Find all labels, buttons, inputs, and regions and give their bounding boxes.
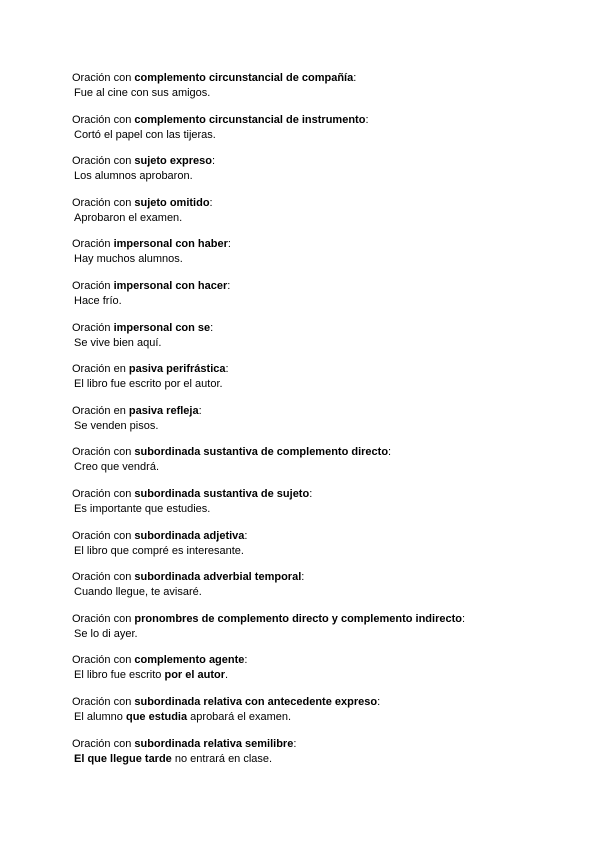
example-text: El libro fue escrito por el autor.	[74, 378, 223, 391]
sentence-entry	[72, 404, 572, 446]
entry-prompt	[72, 71, 572, 86]
example-sentence	[72, 128, 572, 143]
prompt-prefix: Oración	[72, 321, 114, 334]
entry-prompt	[72, 737, 572, 752]
example-sentence	[72, 86, 572, 101]
example-sentence	[72, 668, 572, 683]
example-text: El alumno	[74, 710, 126, 723]
example-sentence	[72, 377, 572, 392]
entry-prompt	[72, 196, 572, 211]
prompt-suffix: :	[365, 113, 369, 126]
sentence-entry	[72, 445, 572, 487]
prompt-prefix: Oración con	[72, 737, 135, 750]
grammar-term: pasiva perifrástica	[128, 363, 226, 376]
entry-prompt	[72, 237, 572, 252]
entry-prompt	[72, 612, 572, 627]
example-sentence	[72, 169, 572, 184]
example-text: Cortó el papel con las tijeras.	[74, 128, 216, 141]
prompt-suffix: :	[462, 612, 466, 625]
prompt-suffix: :	[227, 238, 231, 251]
entry-prompt	[72, 695, 572, 710]
prompt-prefix: Oración con	[72, 446, 135, 459]
grammar-term: complemento circunstancial de instrumento	[134, 113, 366, 126]
sentence-entry	[72, 279, 572, 321]
sentence-entry	[72, 570, 572, 612]
grammar-term: subordinada sustantiva de complemento directo	[134, 446, 389, 459]
prompt-prefix: Oración	[72, 238, 114, 251]
example-sentence	[72, 460, 572, 475]
example-sentence	[72, 294, 572, 309]
entry-prompt	[72, 279, 572, 294]
entry-prompt	[72, 445, 572, 460]
example-highlight: por el autor	[164, 669, 225, 682]
entry-prompt	[72, 570, 572, 585]
prompt-prefix: Oración con	[72, 72, 135, 84]
example-text: Aprobaron el examen.	[74, 211, 183, 224]
sentence-entry	[72, 529, 572, 571]
example-highlight: El que llegue tarde	[74, 752, 172, 765]
example-sentence	[72, 710, 572, 725]
prompt-prefix: Oración	[72, 279, 114, 292]
entry-prompt	[72, 154, 572, 169]
grammar-term: pronombres de complemento directo y complemento indirecto	[134, 612, 462, 625]
grammar-term: sujeto omitido	[134, 196, 210, 209]
entry-prompt	[72, 321, 572, 336]
example-text: Se venden pisos.	[74, 419, 159, 432]
prompt-suffix: :	[301, 571, 305, 584]
grammar-term: subordinada relativa semilibre	[134, 737, 294, 750]
entry-prompt	[72, 113, 572, 128]
sentence-entry	[72, 113, 572, 155]
prompt-prefix: Oración en	[72, 404, 129, 417]
example-text: Se lo di ayer.	[74, 627, 138, 640]
grammar-term: subordinada relativa con antecedente expreso	[134, 695, 378, 708]
sentence-entry	[72, 362, 572, 404]
entry-prompt	[72, 653, 572, 668]
example-sentence	[72, 419, 572, 434]
grammar-term: complemento agente	[134, 654, 245, 667]
example-sentence	[72, 502, 572, 517]
example-text: Creo que vendrá.	[74, 461, 159, 474]
sentence-entry	[72, 653, 572, 695]
sentence-entry	[72, 196, 572, 238]
grammar-term: complemento circunstancial de compañía	[134, 72, 354, 84]
prompt-suffix: :	[225, 363, 229, 376]
grammar-term: impersonal con se	[113, 321, 211, 334]
entry-prompt	[72, 404, 572, 419]
example-sentence	[72, 252, 572, 267]
entry-prompt	[72, 362, 572, 377]
sentence-entry	[72, 737, 572, 779]
entry-prompt	[72, 529, 572, 544]
prompt-suffix: :	[353, 72, 357, 84]
example-sentence	[72, 585, 572, 600]
example-text: Hay muchos alumnos.	[74, 253, 183, 266]
prompt-prefix: Oración con	[72, 196, 135, 209]
sentence-entry	[72, 71, 572, 113]
prompt-suffix: :	[244, 529, 248, 542]
grammar-term: impersonal con haber	[113, 238, 228, 251]
sentence-exercise-list	[72, 71, 572, 778]
example-text-end: .	[225, 669, 229, 682]
sentence-entry	[72, 237, 572, 279]
grammar-term: pasiva refleja	[128, 404, 199, 417]
grammar-term: subordinada adverbial temporal	[134, 571, 302, 584]
example-sentence	[72, 211, 572, 226]
example-text: Es importante que estudies.	[74, 502, 211, 515]
prompt-prefix: Oración con	[72, 654, 135, 667]
prompt-prefix: Oración con	[72, 113, 135, 126]
prompt-suffix: :	[309, 487, 313, 500]
example-sentence	[72, 544, 572, 559]
prompt-suffix: :	[210, 321, 214, 334]
grammar-term: impersonal con hacer	[113, 279, 228, 292]
sentence-entry	[72, 612, 572, 654]
prompt-prefix: Oración con	[72, 155, 135, 168]
sentence-entry	[72, 695, 572, 737]
prompt-suffix: :	[244, 654, 248, 667]
prompt-prefix: Oración en	[72, 363, 129, 376]
example-highlight: que estudia	[125, 710, 188, 723]
prompt-suffix: :	[212, 155, 216, 168]
sentence-entry	[72, 154, 572, 196]
prompt-prefix: Oración con	[72, 695, 135, 708]
example-text: Hace frío.	[74, 294, 122, 307]
example-text-end: aprobará el examen.	[187, 710, 292, 723]
example-text: El libro que compré es interesante.	[74, 544, 244, 557]
example-text: Fue al cine con sus amigos.	[74, 87, 211, 99]
prompt-suffix: :	[377, 695, 381, 708]
grammar-term: subordinada adjetiva	[134, 529, 245, 542]
grammar-term: sujeto expreso	[134, 155, 213, 168]
example-text-end: no entrará en clase.	[171, 752, 273, 765]
prompt-suffix: :	[293, 737, 297, 750]
sentence-entry	[72, 321, 572, 363]
grammar-term: subordinada sustantiva de sujeto	[134, 487, 310, 500]
example-text: Los alumnos aprobaron.	[74, 170, 193, 183]
prompt-prefix: Oración con	[72, 487, 135, 500]
prompt-suffix: :	[227, 279, 231, 292]
sentence-entry	[72, 487, 572, 529]
prompt-prefix: Oración con	[72, 529, 135, 542]
prompt-prefix: Oración con	[72, 571, 135, 584]
example-sentence	[72, 336, 572, 351]
prompt-suffix: :	[209, 196, 213, 209]
example-text: Se vive bien aquí.	[74, 336, 162, 349]
example-text: El libro fue escrito	[74, 669, 165, 682]
prompt-suffix: :	[198, 404, 202, 417]
prompt-prefix: Oración con	[72, 612, 135, 625]
example-sentence	[72, 627, 572, 642]
example-text: Cuando llegue, te avisaré.	[74, 586, 202, 599]
prompt-suffix: :	[388, 446, 392, 459]
example-sentence	[72, 752, 572, 767]
entry-prompt	[72, 487, 572, 502]
